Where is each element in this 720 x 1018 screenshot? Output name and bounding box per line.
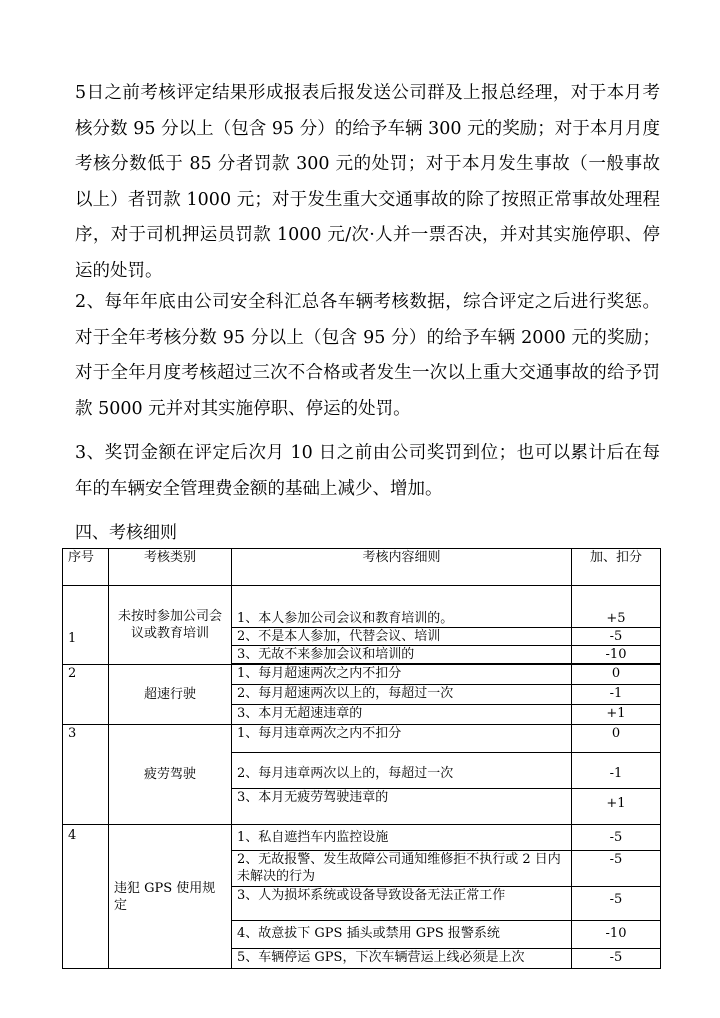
rule-detail: 1、每月违章两次之内不扣分: [232, 725, 572, 753]
table-row: [63, 665, 661, 685]
rule-detail: 3、本月无超速违章的: [232, 705, 572, 725]
group-seq: 3: [63, 725, 109, 825]
group-category: 疲劳驾驶: [109, 725, 232, 825]
table-row: [63, 825, 661, 851]
rule-detail: 5、车辆停运 GPS，下次车辆营运上线必须是上次: [232, 949, 572, 969]
rule-detail: 1、每月超速两次之内不扣分: [232, 665, 572, 685]
group-category: 违犯 GPS 使用规定: [109, 825, 232, 969]
rule-points: -5: [572, 628, 661, 646]
rule-points: -5: [572, 851, 661, 887]
table-row: [63, 725, 661, 753]
table-row: [63, 586, 661, 628]
rule-detail: 3、人为损坏系统或设备导致设备无法正常工作: [232, 887, 572, 921]
rule-points: -10: [572, 921, 661, 949]
group-seq: 2: [63, 665, 109, 725]
group-seq: 4: [63, 825, 109, 969]
rule-detail: 2、每月违章两次以上的，每超过一次: [232, 753, 572, 789]
rule-points: -10: [572, 646, 661, 664]
group-seq: 1: [63, 586, 109, 665]
group-category: 超速行驶: [109, 665, 232, 725]
rule-detail: 4、故意拔下 GPS 插头或禁用 GPS 报警系统: [232, 921, 572, 949]
rule-detail: 1、私自遮挡车内监控设施: [232, 825, 572, 851]
rule-points: 0: [572, 725, 661, 753]
header-points: 加、扣分: [572, 549, 661, 586]
header-seq: 序号: [63, 549, 109, 586]
group-category: 未按时参加公司会议或教育培训: [109, 586, 232, 665]
paragraph-annual-reward-penalty: 2、每年年底由公司安全科汇总各车辆考核数据，综合评定之后进行奖惩。对于全年考核分数 95 分以上（包含 95 分）的给予车辆 2000 元的奖励；对于全年月度考核超过三次不合格或者发生一次以上重大交通事故的给予罚款 5000 元并对其实施停职、停运的处罚。: [75, 292, 660, 419]
table-header-row: [63, 549, 661, 586]
rule-points: -5: [572, 949, 661, 969]
paragraph-payout-timing: 3、奖罚金额在评定后次月 10 日之前由公司奖罚到位；也可以累计后在每年的车辆安全管理费金额的基础上减少、增加。: [75, 443, 660, 499]
rule-points: 0: [572, 665, 661, 685]
rule-points: +5: [572, 586, 661, 628]
rule-points: -1: [572, 753, 661, 789]
rule-detail: 3、本月无疲劳驾驶违章的: [232, 789, 572, 825]
rule-detail: 3、无故不来参加会议和培训的: [232, 646, 572, 664]
rule-points: -5: [572, 825, 661, 851]
rule-detail: 1、本人参加公司会议和教育培训的。: [232, 586, 572, 628]
header-category: 考核类别: [109, 549, 232, 586]
paragraph-monthly-reward-penalty: 5日之前考核评定结果形成报表后报发送公司群及上报总经理，对于本月考核分数 95 分以上（包含 95 分）的给予车辆 300 元的奖励；对于本月月度考核分数低于 85 分者罚款 300 元的处罚；对于本月发生事故（一般事故以上）者罚款 1000 元；对于发生重大交通事故的除了按照正常事故处理程序，对于司机押运员罚款 1000 元/次·人并一票否决，并对其实施停职、停运的处罚。: [75, 83, 660, 281]
header-detail: 考核内容细则: [232, 549, 572, 586]
rule-points: +1: [572, 705, 661, 725]
assessment-table: [62, 548, 661, 969]
rule-detail: 2、无故报警、发生故障公司通知维修拒不执行或 2 日内未解决的行为: [232, 851, 572, 887]
rule-points: -1: [572, 685, 661, 705]
rule-points: -5: [572, 887, 661, 921]
rule-points: +1: [572, 789, 661, 825]
rule-detail: 2、每月超速两次以上的，每超过一次: [232, 685, 572, 705]
rule-detail: 2、不是本人参加，代替会议、培训: [232, 628, 572, 646]
section-title: 四、考核细则: [75, 523, 177, 543]
